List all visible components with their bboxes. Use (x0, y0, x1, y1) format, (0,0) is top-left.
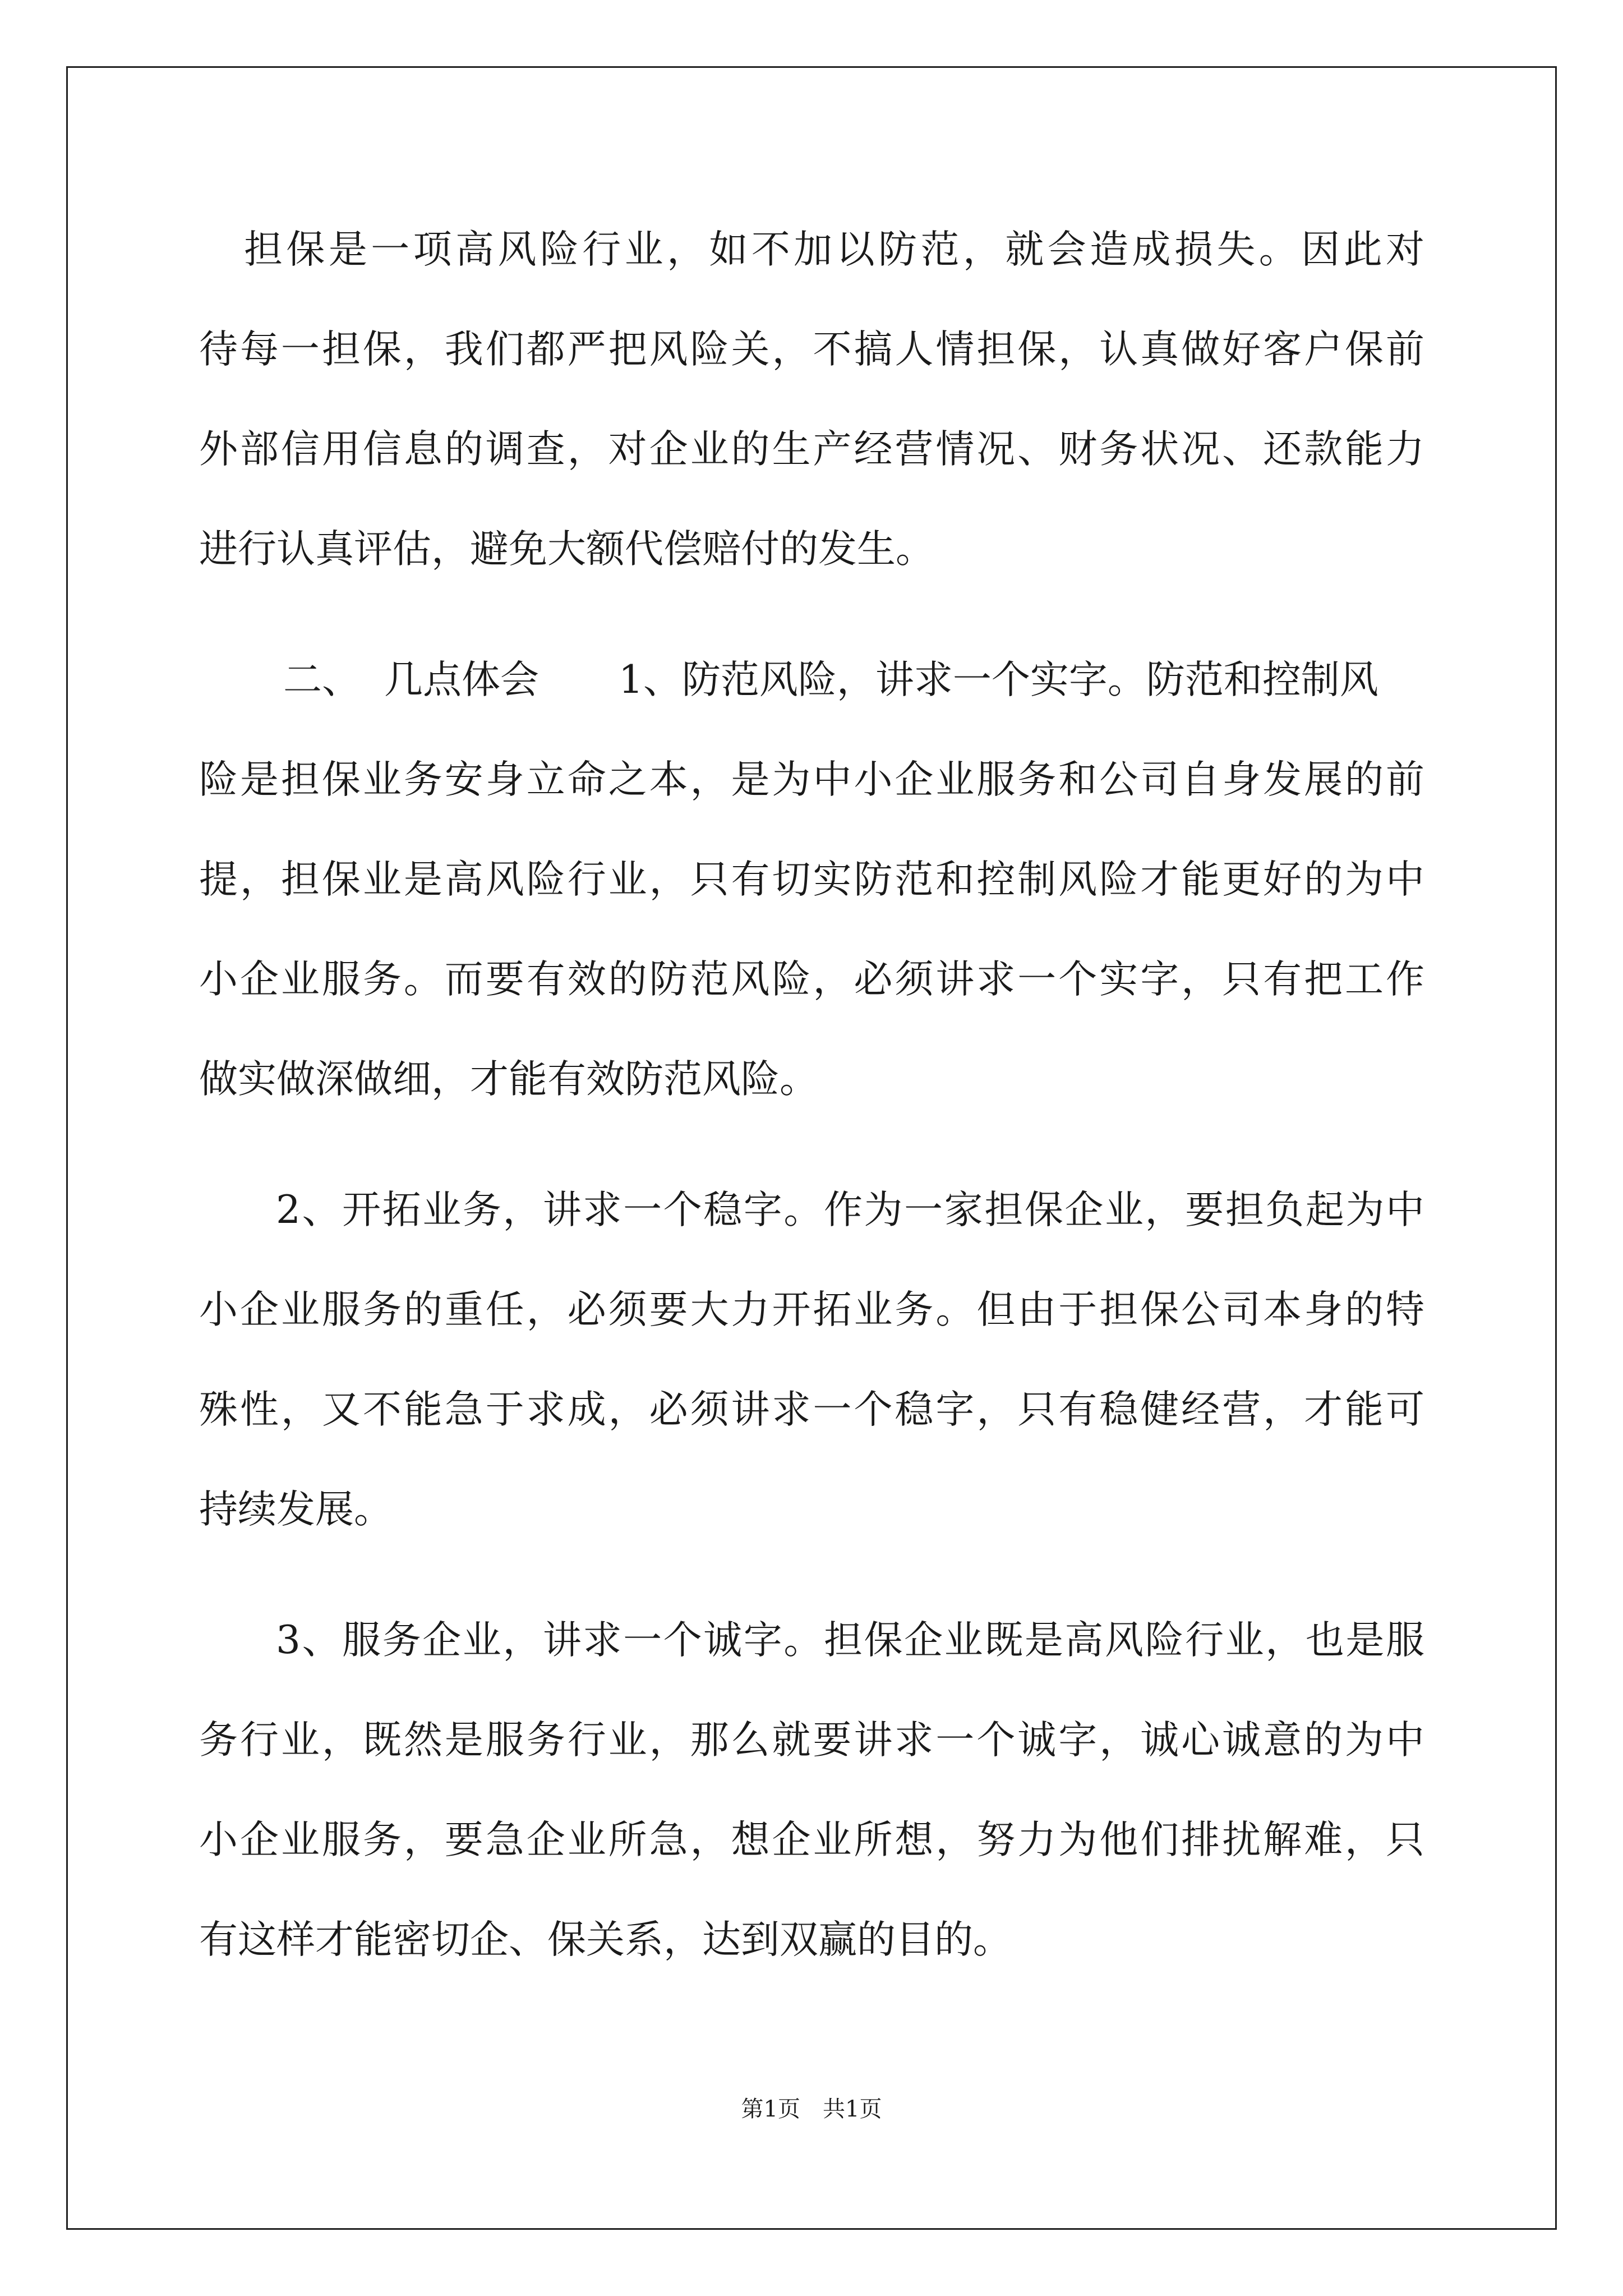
paragraph-3-line-2: 小企业服务的重任，必须要大力开拓业务。但由于担保公司本身的特 (199, 1287, 1424, 1332)
paragraph-3-line-1: 2、开拓业务，讲求一个稳字。作为一家担保企业，要担负起为中 (276, 1188, 1424, 1232)
section-2-lead: 1、防范风险，讲求一个实字。防范和控制风 (619, 657, 1378, 702)
page-footer (0, 2095, 1623, 2123)
section-2-line-3: 小企业服务。而要有效的防范风险，必须讲求一个实字，只有把工作 (199, 957, 1424, 1002)
paragraph-1-line-2: 待每一担保，我们都严把风险关，不搞人情担保，认真做好客户保前 (199, 327, 1424, 372)
section-2-heading-line (283, 655, 1424, 705)
page-number: 第1页 (741, 2096, 800, 2122)
paragraph-4-line-3: 小企业服务，要急企业所急，想企业所想，努力为他们排扰解难，只 (199, 1818, 1424, 1862)
section-heading-title: 几点体会 (384, 657, 539, 702)
paragraph-4-line-2: 务行业，既然是服务行业，那么就要讲求一个诚字，诚心诚意的为中 (199, 1718, 1424, 1763)
page-border (66, 66, 1557, 2230)
paragraph-4-line-1: 3、服务企业，讲求一个诚字。担保企业既是高风险行业，也是服 (276, 1618, 1424, 1663)
paragraph-1-line-1: 担保是一项高风险行业，如不加以防范，就会造成损失。因此对 (244, 227, 1424, 272)
section-2-line-4: 做实做深做细，才能有效防范风险。 (199, 1057, 818, 1102)
paragraph-1-line-4: 进行认真评估，避免大额代偿赔付的发生。 (199, 527, 934, 572)
paragraph-1-line-3: 外部信用信息的调查，对企业的生产经营情况、财务状况、还款能力 (199, 427, 1424, 472)
section-2-line-2: 提，担保业是高风险行业，只有切实防范和控制风险才能更好的为中 (199, 857, 1424, 902)
page-total: 共1页 (823, 2096, 882, 2122)
section-2-line-1: 险是担保业务安身立命之本，是为中小企业服务和公司自身发展的前 (199, 757, 1424, 802)
paragraph-4-line-4: 有这样才能密切企、保关系，达到双赢的目的。 (199, 1917, 1012, 1962)
paragraph-3-line-3: 殊性，又不能急于求成，必须讲求一个稳字，只有稳健经营，才能可 (199, 1387, 1424, 1432)
paragraph-3-line-4: 持续发展。 (199, 1487, 393, 1532)
section-heading-number: 二、 (283, 657, 361, 702)
